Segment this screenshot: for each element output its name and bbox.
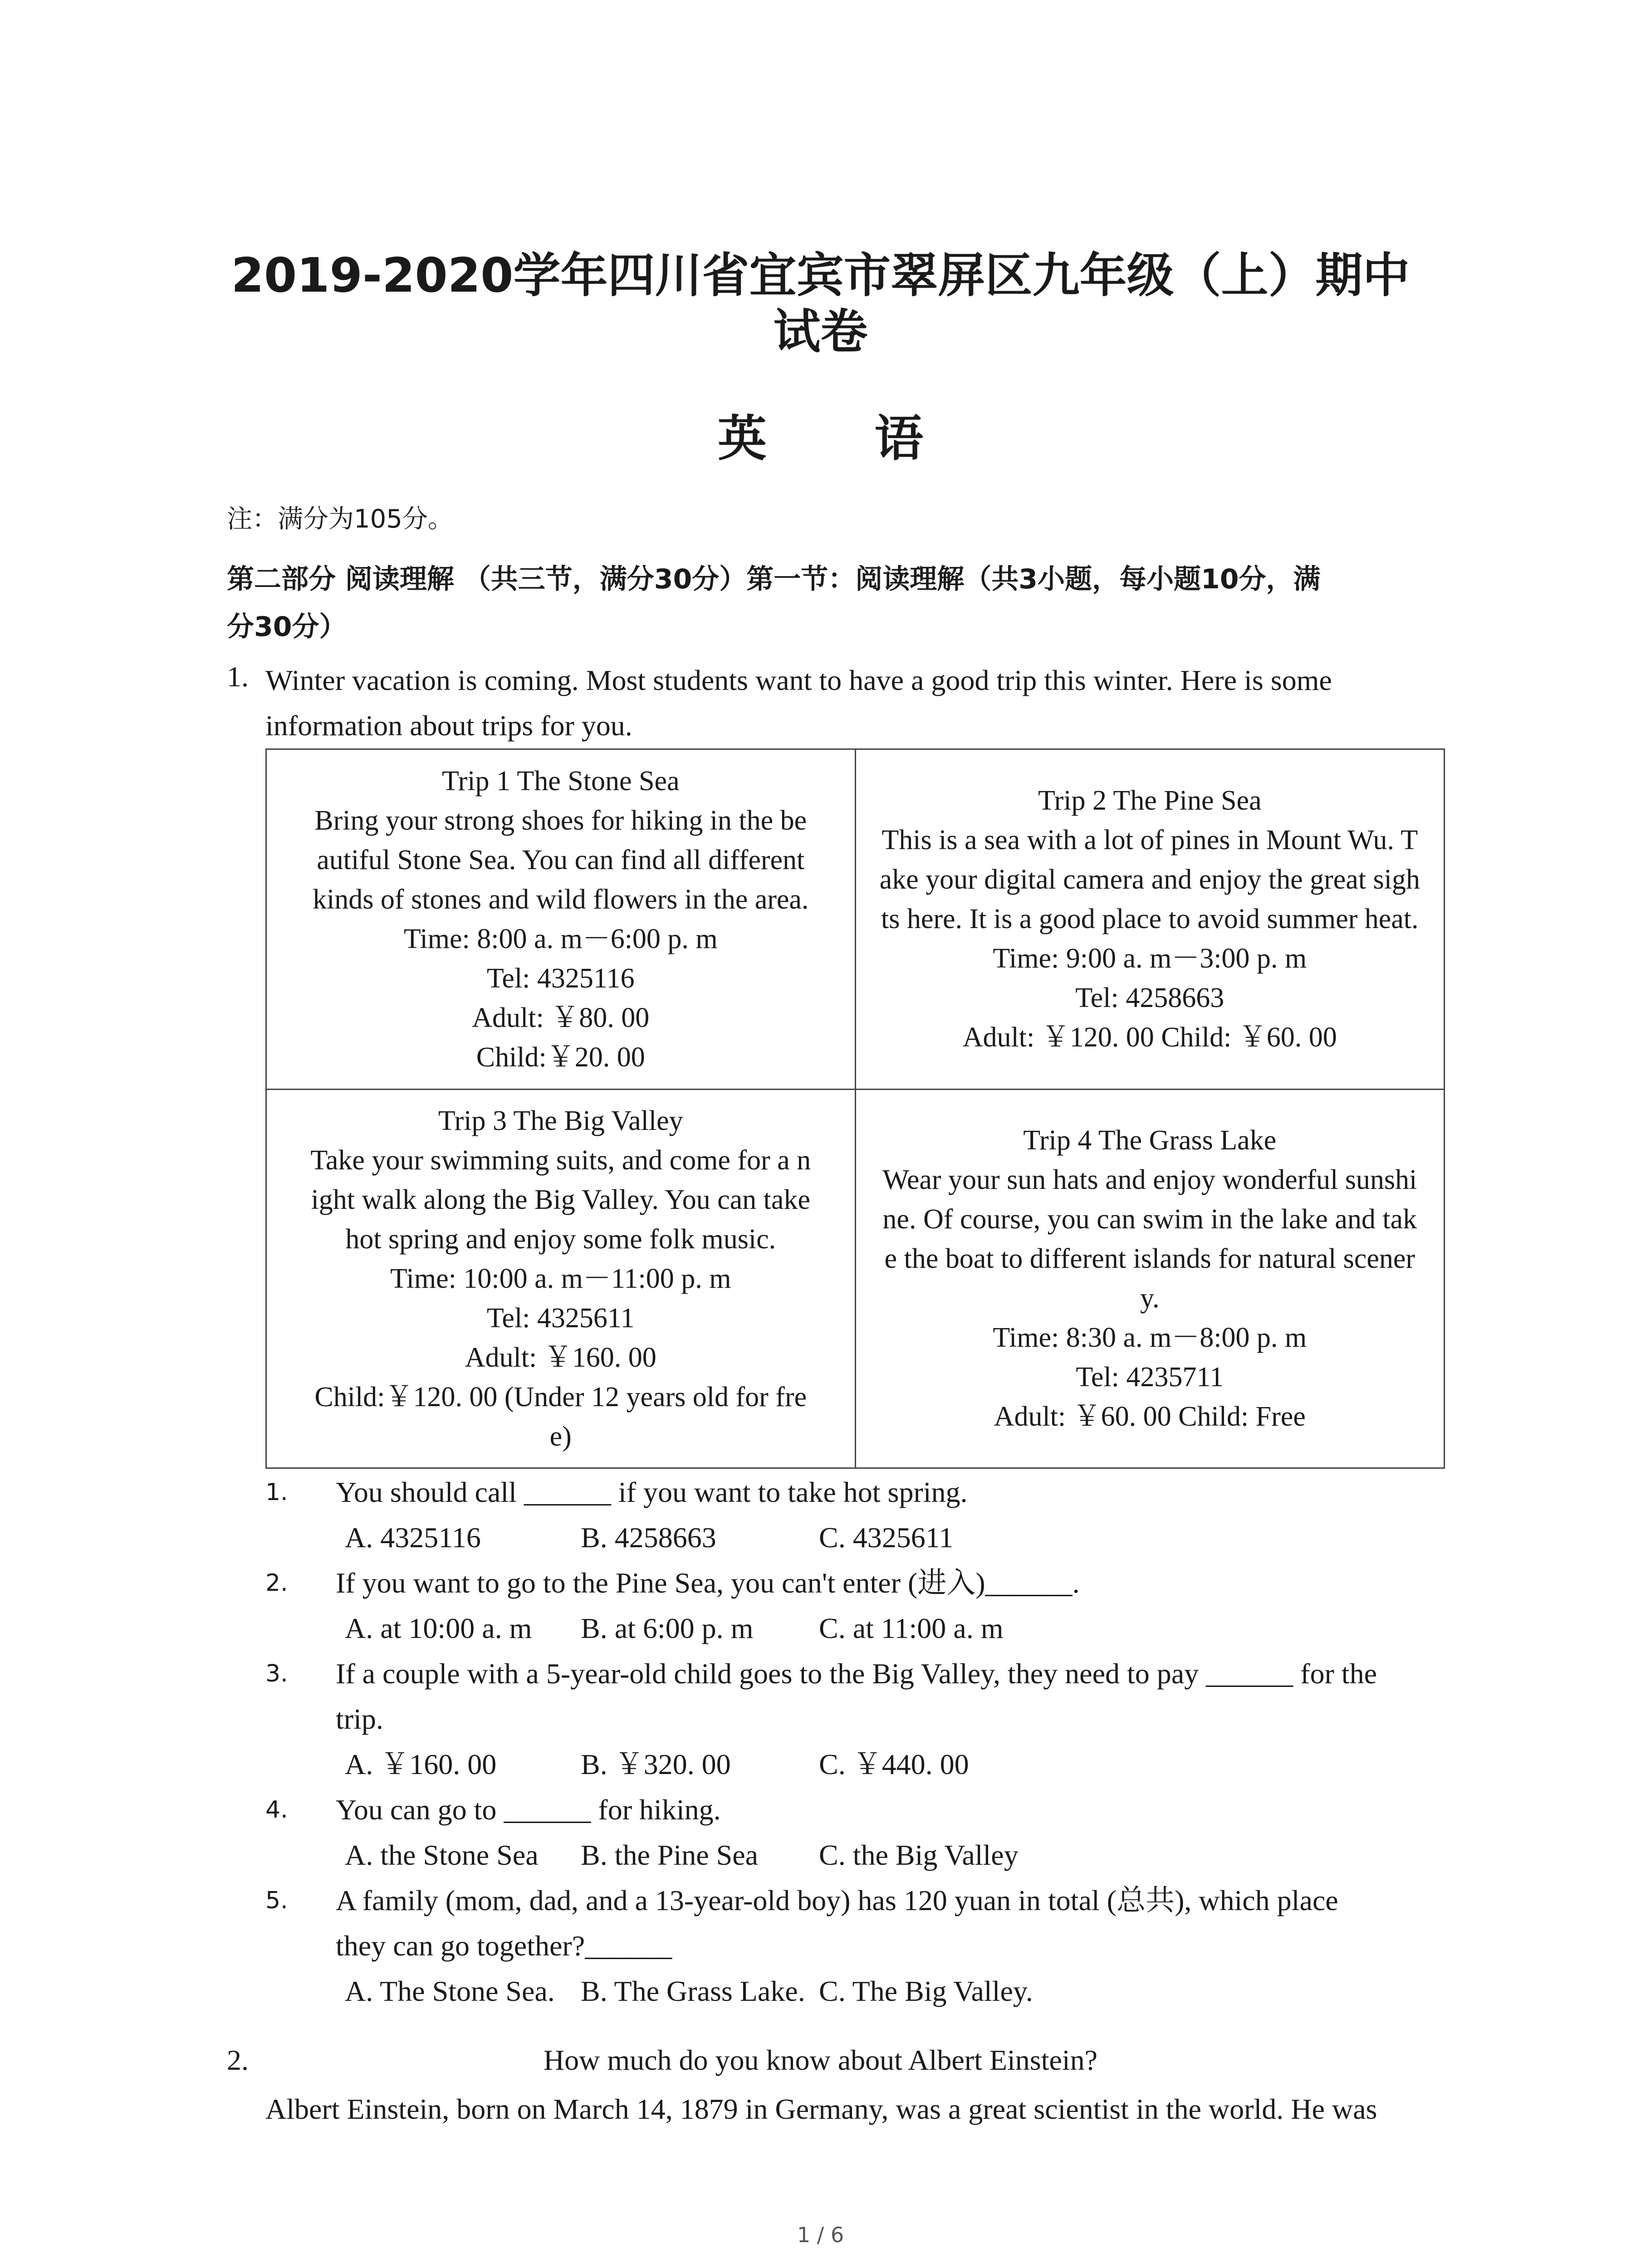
trip-text-line: kinds of stones and wild flowers in the area.: [313, 884, 809, 915]
trip-cell-2: [855, 749, 1445, 1090]
trip-text-line: Bring your strong shoes for hiking in the be: [314, 805, 807, 836]
sub-question-options: [345, 1742, 1445, 1787]
option-c: C. at 11:00 a. m: [819, 1612, 1004, 1644]
trip-text-line: ne. Of course, you can swim in the lake and tak: [882, 1204, 1417, 1235]
trip-price: Child:￥120. 00 (Under 12 years old for fre: [314, 1381, 807, 1413]
option-b: B. The Grass Lake.: [581, 1975, 805, 2007]
sub-question-number: 4.: [265, 1796, 288, 1823]
sub-question-stem: trip.: [336, 1703, 383, 1735]
trip-text-line: Take your swimming suits, and come for a n: [310, 1144, 811, 1176]
option-b: B. ￥320. 00: [581, 1748, 731, 1780]
trip-text-line: Wear your sun hats and enjoy wonderful sunshi: [882, 1164, 1417, 1195]
sub-question-number: 2.: [265, 1569, 288, 1597]
exam-title-line2: 试卷: [773, 304, 868, 359]
sub-question-stem: You can go to ______ for hiking.: [336, 1794, 721, 1826]
option-b: B. 4258663: [581, 1521, 716, 1554]
trip-price: Adult: ￥60. 00 Child: Free: [994, 1401, 1306, 1432]
exam-title: [181, 247, 1460, 360]
exam-title-line1: 2019-2020学年四川省宜宾市翠屏区九年级（上）期中: [231, 248, 1410, 303]
trip-price: Adult: ￥120. 00 Child: ￥60. 00: [962, 1022, 1337, 1053]
sub-question-options: [345, 1606, 1445, 1651]
trip-title: Trip 2 The Pine Sea: [1038, 785, 1262, 816]
sub-question-2: [265, 1560, 1445, 1651]
sub-question-number: 5.: [265, 1887, 288, 1914]
option-b: B. the Pine Sea: [581, 1839, 759, 1871]
sub-question-stem: If a couple with a 5-year-old child goes to the Big Valley, they need to pay ______ for the: [336, 1657, 1377, 1690]
trip-text-line: This is a sea with a lot of pines in Mount Wu. T: [882, 825, 1418, 855]
trip-text-line: autiful Stone Sea. You can find all different: [317, 844, 805, 875]
trip-price: e): [549, 1421, 572, 1452]
trip-text-line: ight walk along the Big Valley. You can take: [311, 1184, 810, 1215]
trip-price: Adult: ￥160. 00: [465, 1342, 656, 1373]
trip-time: Time: 8:00 a. m－6:00 p. m: [403, 923, 718, 954]
trip-title: Trip 3 The Big Valley: [438, 1105, 683, 1136]
trip-tel: Tel: 4325116: [486, 963, 635, 994]
option-c: C. ￥440. 00: [819, 1748, 969, 1780]
section-heading: [227, 556, 1434, 651]
table-row: [266, 749, 1445, 1090]
trip-title: Trip 4 The Grass Lake: [1023, 1125, 1277, 1156]
question-intro-line2: information about trips for you.: [265, 709, 632, 742]
option-a: A. at 10:00 a. m: [345, 1612, 532, 1644]
sub-question-stem: You should call ______ if you want to take hot spring.: [336, 1476, 968, 1508]
option-c: C. the Big Valley: [819, 1839, 1019, 1871]
score-note: 注：满分为105分。: [227, 504, 453, 534]
question-number: 2.: [227, 2044, 249, 2076]
subject-heading: 英 语: [717, 411, 969, 467]
passage-title: How much do you know about Albert Einstein?: [543, 2044, 1098, 2076]
question-intro-line1: Winter vacation is coming. Most students want to have a good trip this winter. Here is some: [265, 664, 1332, 696]
sub-question-4: [265, 1787, 1445, 1878]
question-number: 1.: [227, 660, 249, 693]
trip-tel: Tel: 4325611: [486, 1302, 635, 1334]
trip-cell-4: [855, 1090, 1445, 1468]
sub-question-number: 3.: [265, 1660, 288, 1687]
trip-text-line: ake your digital camera and enjoy the great sigh: [879, 864, 1420, 895]
option-c: C. 4325611: [819, 1521, 954, 1554]
sub-question-stem: they can go together?______: [336, 1930, 672, 1962]
option-a: A. 4325116: [345, 1521, 481, 1554]
trips-table: [265, 748, 1445, 1469]
trip-title: Trip 1 The Stone Sea: [441, 765, 680, 797]
section-heading-line2: 分30分）: [227, 611, 347, 643]
trip-text-line: hot spring and enjoy some folk music.: [345, 1223, 776, 1255]
sub-question-5: [265, 1878, 1445, 2014]
sub-question-stem: If you want to go to the Pine Sea, you can't enter (进入)______.: [336, 1567, 1080, 1599]
table-row: [266, 1090, 1445, 1468]
sub-question-number: 1.: [265, 1479, 288, 1506]
trip-text-line: e the boat to different islands for natural scener: [884, 1243, 1416, 1274]
trip-cell-3: [266, 1090, 856, 1468]
sub-question-stem: A family (mom, dad, and a 13-year-old boy) has 120 yuan in total (总共), which place: [336, 1884, 1338, 1916]
sub-question-1: [265, 1470, 1445, 1560]
sub-question-options: [345, 1969, 1445, 2014]
page-number: 1 / 6: [797, 2223, 844, 2247]
option-a: A. The Stone Sea.: [345, 1975, 555, 2007]
trip-price: Child:￥20. 00: [476, 1041, 645, 1073]
trip-text-line: y.: [1140, 1283, 1160, 1314]
sub-question-options: [345, 1833, 1445, 1878]
sub-question-options: [345, 1515, 1445, 1560]
trip-time: Time: 10:00 a. m－11:00 p. m: [390, 1263, 731, 1294]
option-c: C. The Big Valley.: [819, 1975, 1033, 2007]
option-b: B. at 6:00 p. m: [581, 1612, 754, 1644]
section-heading-line1: 第二部分 阅读理解 （共三节，满分30分）第一节：阅读理解（共3小题，每小题10分，满: [227, 563, 1321, 595]
sub-question-3: [265, 1651, 1445, 1787]
question-intro: [265, 658, 1472, 748]
trip-cell-1: [266, 749, 856, 1090]
option-a: A. ￥160. 00: [345, 1748, 497, 1780]
trip-tel: Tel: 4258663: [1075, 982, 1225, 1013]
trip-time: Time: 8:30 a. m－8:00 p. m: [993, 1322, 1307, 1353]
trip-text-line: ts here. It is a good place to avoid summer heat.: [881, 904, 1419, 934]
passage-text: Albert Einstein, born on March 14, 1879 in Germany, was a great scientist in the world. He was: [265, 2093, 1377, 2125]
trip-tel: Tel: 4235711: [1076, 1362, 1224, 1393]
trip-time: Time: 9:00 a. m－3:00 p. m: [993, 943, 1307, 974]
trip-price: Adult: ￥80. 00: [472, 1002, 650, 1033]
option-a: A. the Stone Sea: [345, 1839, 539, 1871]
